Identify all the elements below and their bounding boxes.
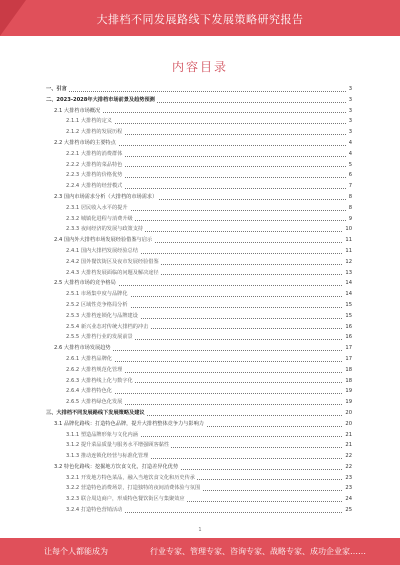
toc-entry-title: 2.3.3 夜间经济的发展与政策支持 [66,226,144,233]
toc-entry[interactable] [46,332,352,343]
toc-entry-title: 3.1 品牌化路线：打造特色品牌，提升大排档整体竞争力与影响力 [54,420,204,427]
toc-entry-title: 3.1.1 塑造品牌形象与文化内涵 [66,431,138,438]
toc-entry[interactable] [46,408,352,419]
toc-entry-page: 17 [345,345,352,352]
toc-entry-page: 13 [345,269,352,276]
toc-entry-page: 16 [345,334,352,341]
toc-entry[interactable] [46,494,352,505]
toc-entry-page: 19 [345,399,352,406]
toc-entry-page: 12 [345,258,352,265]
toc-leader-dots [76,112,346,113]
toc-leader-dots [54,91,346,92]
toc-entry-title: 2.2.3 大排档的价格优势 [66,172,123,179]
toc-entry-title: 3.1.3 推动连锁化经营与标准化管理 [66,453,149,460]
toc-entry-title: 2.5.2 区域性竞争格局分析 [66,301,128,308]
toc-entry[interactable] [46,170,352,181]
toc-entry-page: 19 [345,388,352,395]
toc-entry-title: 三、大排档不同发展路线下发展策略及建议 [46,409,145,416]
toc-entry-page: 8 [348,204,352,211]
toc-entry[interactable] [46,127,352,138]
toc-entry-page: 18 [345,366,352,373]
toc-entry[interactable] [46,473,352,484]
toc-entry-title: 2.2 大排档市场的主要特点 [54,139,116,146]
toc-entry[interactable] [46,278,352,289]
toc-entry-page: 22 [345,453,352,460]
toc-entry-page: 20 [345,409,352,416]
toc-leader-dots [86,404,346,405]
toc-entry[interactable] [46,322,352,333]
toc-entry-page: 4 [348,150,352,157]
toc-entry-title: 2.6.2 大排档规范化管理 [66,366,123,373]
toc-leader-dots [86,361,346,362]
toc-leader-dots [86,166,346,167]
toc-entry-title: 2.5.1 市场集中度与品牌化 [66,291,128,298]
toc-entry-title: 3.2.1 开发地方特色菜品，融入当地饮食文化和历史传承 [66,474,195,481]
toc-entry-page: 7 [348,183,352,190]
toc-heading: 内容目录 [171,60,228,74]
toc-entry-page: 4 [348,139,352,146]
toc-leader-dots [86,393,346,394]
toc-entry-title: 2.2.4 大排档的经营模式 [66,183,123,190]
toc-entry[interactable] [46,235,352,246]
report-title: 大排档不同发展路线下发展策略研究报告 [96,13,304,26]
toc-entry-title: 2.4.2 国外餐饮街区及夜市发展经验借鉴 [66,258,159,265]
toc-entry-title: 2.6.1 大排档品牌化 [66,355,112,362]
toc-entry-title: 2.5.4 新兴业态对传统大排档的冲击 [66,323,149,330]
toc-entry-page: 16 [345,323,352,330]
toc-entry-title: 3.2 特色化路线：挖掘地方饮食文化，打造差异化优势 [54,463,179,470]
toc-entry-page: 10 [345,226,352,233]
toc-entry-title: 2.3.2 城镇化进程与消费升级 [66,215,133,222]
toc-entry-title: 一、引言 [46,86,67,92]
toc-entry-title: 3.2.2 营造特色消费场景，打造独特的夜间消费体验与氛围 [66,485,201,492]
toc-entry[interactable] [46,181,352,192]
toc-leader-dots [86,372,346,373]
toc-entry[interactable] [46,203,352,214]
footer-slogan-left: 让每个人都能成为 [44,547,108,556]
toc-leader-dots [86,123,346,124]
toc-entry-page: 15 [345,301,352,308]
toc-entry[interactable] [46,397,352,408]
toc-leader-dots [86,177,346,178]
toc-entry-page: 6 [348,172,352,179]
toc-entry-title: 2.1.1 大排档的定义 [66,118,112,125]
toc-entry-title: 2.4 国内外大排档市场发展经验借鉴与启示 [54,237,153,244]
toc-entry-page: 25 [345,507,352,514]
toc-entry-title: 二、2023-2028年大排档市场前景及趋势预测 [46,96,155,103]
toc-entry[interactable] [46,160,352,171]
header-bar [0,0,400,36]
footer-slogan-right: 行业专家、管理专家、咨询专家、战略专家、成功企业家…… [150,547,366,556]
toc-entry-page: 3 [348,129,352,136]
toc-entry[interactable] [46,192,352,203]
toc-entry-page: 15 [345,312,352,319]
toc-entry[interactable] [46,289,352,300]
toc-entry-title: 2.6 大排档市场发展趋势 [54,345,111,352]
toc-entry-page: 24 [345,496,352,503]
toc-entry-page: 11 [345,237,352,244]
toc-entry-page: 3 [348,107,352,114]
toc-entry-page: 14 [345,280,352,287]
toc-entry-page: 3 [348,118,352,125]
toc-entry[interactable] [46,462,352,473]
toc-entry[interactable] [46,268,352,279]
toc-entry[interactable] [46,224,352,235]
toc-entry-title: 2.1.2 大排档的发展历程 [66,129,123,136]
toc-entry-title: 2.3 国内市场需求分析（大排档的市场需求） [54,193,158,200]
toc-entry-title: 2.4.3 大排档发展面临的问题及解决途径 [66,269,159,276]
toc-entry-title: 2.5 大排档市场的竞争格局 [54,280,116,287]
toc-entry-title: 2.2.1 大排档的消费群体 [66,150,123,157]
toc-entry[interactable] [46,505,352,516]
toc-entry[interactable] [46,311,352,322]
toc-entry-page: 22 [345,463,352,470]
toc-entry-page: 21 [345,431,352,438]
toc-entry[interactable] [46,419,352,430]
toc-entry-title: 3.2.3 联合周边商户，形成特色餐饮街区与集聚效应 [66,496,185,503]
toc-entry-page: 8 [348,193,352,200]
toc-entry[interactable] [46,95,352,106]
toc-entry[interactable] [46,138,352,149]
toc-entry-title: 2.6.4 大排档特色化 [66,388,112,395]
toc-leader-dots [86,156,346,157]
toc-entry-page: 3 [348,96,352,103]
toc-entry-page: 17 [345,355,352,362]
toc-entry-title: 3.1.2 提升菜品质量与服务水平增强顾客黏性 [66,442,170,449]
toc-entry-title: 2.5.5 大排档行业的发展前景 [66,334,133,341]
toc-entry-page: 18 [345,377,352,384]
toc-leader-dots [86,134,346,135]
toc-leader-dots [86,188,346,189]
toc-entry[interactable] [46,106,352,117]
toc-entry[interactable] [46,116,352,127]
toc-entry[interactable] [46,84,352,95]
toc-entry-page: 21 [345,442,352,449]
toc-entry-page: 14 [345,291,352,298]
toc-entry[interactable] [46,149,352,160]
toc-entry-page: 23 [345,485,352,492]
toc-entry-page: 5 [348,161,352,168]
toc-entry-page: 20 [345,420,352,427]
toc-entry-page: 3 [348,86,352,92]
toc-entry-page: 11 [345,247,352,254]
footer-bar [0,538,400,565]
toc-entry-title: 2.6.5 大排档绿色化发展 [66,399,123,406]
toc-entry-title: 2.1 大排档市场概况 [54,107,101,114]
toc-entry[interactable] [46,440,352,451]
toc-entry[interactable] [46,483,352,494]
toc-entry-title: 2.2.2 大排档的菜品特色 [66,161,123,168]
toc-entry-page: 23 [345,474,352,481]
toc-entry-title: 2.6.3 大排档线上化与数字化 [66,377,133,384]
toc-entry[interactable] [46,430,352,441]
toc-entry[interactable] [46,386,352,397]
toc-entry[interactable] [46,451,352,462]
toc-entry[interactable] [46,214,352,225]
toc-leader-dots [76,350,346,351]
toc-entry-title: 3.2.4 打造特色营销活动 [66,507,123,514]
toc-entry-title: 2.3.1 居民收入水平的提升 [66,204,128,211]
toc-entry[interactable] [46,365,352,376]
table-of-contents [46,84,352,516]
toc-entry[interactable] [46,376,352,387]
toc-entry-page: 9 [348,215,352,222]
toc-entry[interactable] [46,354,352,365]
toc-entry[interactable] [46,257,352,268]
toc-entry[interactable] [46,246,352,257]
page-number: 1 [198,527,202,533]
toc-entry[interactable] [46,300,352,311]
toc-entry-title: 2.4.1 国内大排档发展经验总结 [66,247,138,254]
toc-entry[interactable] [46,343,352,354]
toc-entry-title: 2.5.3 大排档连锁化与品牌建设 [66,312,138,319]
toc-leader-dots [86,512,346,513]
